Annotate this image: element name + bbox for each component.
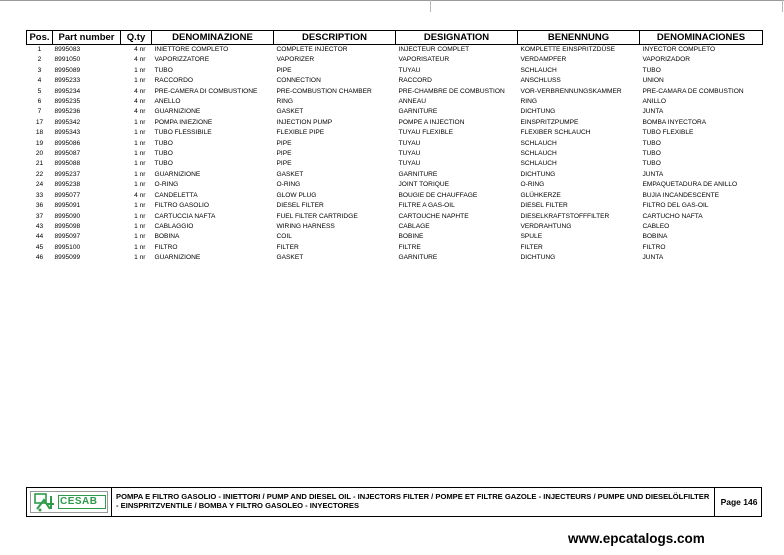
description-cell: VAPORIZER (276, 56, 315, 64)
description-cell: PIPE (276, 139, 292, 147)
benennung-cell: SPULE (520, 233, 543, 241)
table-row (27, 170, 763, 180)
qty-cell: 4 nr (134, 108, 146, 116)
part-number-cell: 8995343 (54, 129, 81, 137)
pos-cell: 18 (35, 129, 44, 137)
designation-cell: POMPE A INJECTION (398, 118, 465, 126)
table-row (27, 201, 763, 211)
benennung-cell: VERDRAHTUNG (520, 222, 572, 230)
qty-cell: 4 nr (134, 46, 146, 53)
table-row (27, 149, 763, 159)
denominazione-cell: PRE-CAMERA DI COMBUSTIONE (154, 87, 258, 95)
denominazione-cell: GUARNIZIONE (154, 254, 201, 262)
part-number-cell: 8995077 (54, 191, 81, 199)
designation-cell: FILTRE A GAS-OIL (398, 202, 455, 210)
denominazione-cell: RACCORDO (154, 77, 193, 85)
table-row (27, 87, 763, 97)
header-pos: Pos. (27, 31, 53, 45)
pos-cell: 24 (35, 181, 44, 189)
qty-cell: 4 nr (134, 191, 146, 199)
benennung-cell: EINSPRITZPUMPE (520, 118, 579, 126)
table-row (27, 55, 763, 65)
pos-cell: 2 (37, 56, 42, 64)
description-cell: COIL (276, 233, 292, 241)
description-cell: GASKET (276, 254, 304, 262)
description-cell: GLOW PLUG (276, 191, 317, 199)
denominaciones-cell: JUNTA (642, 254, 664, 262)
header-description: DESCRIPTION (274, 31, 396, 45)
denominaciones-cell: BOMBA INYECTORA (642, 118, 707, 126)
designation-cell: TUYAU (398, 160, 421, 168)
benennung-cell: DICHTUNG (520, 170, 556, 178)
benennung-cell: KOMPLETTE EINSPRITZDÜSE (520, 46, 616, 53)
table-row (27, 159, 763, 169)
part-number-cell: 8995097 (54, 233, 81, 241)
pos-cell: 36 (35, 202, 44, 210)
designation-cell: GARNITURE (398, 108, 438, 116)
description-cell: RING (276, 98, 293, 106)
pos-cell: 6 (37, 98, 42, 106)
qty-cell: 1 nr (134, 222, 146, 230)
benennung-cell: FILTER (520, 243, 543, 251)
designation-cell: CABLAGE (398, 222, 430, 230)
qty-cell: 1 nr (134, 160, 146, 168)
denominazione-cell: TUBO (154, 160, 173, 168)
benennung-cell: DICHTUNG (520, 254, 556, 262)
pos-cell: 44 (35, 233, 44, 241)
table-header-row (27, 31, 763, 45)
qty-cell: 1 nr (134, 243, 146, 251)
part-number-cell: 8995238 (54, 181, 81, 189)
designation-cell: TUYAU (398, 139, 421, 147)
designation-cell: TUYAU FLEXIBLE (398, 129, 453, 137)
table-row (27, 128, 763, 138)
part-number-cell: 8995087 (54, 150, 81, 158)
part-number-cell: 8995100 (54, 243, 81, 251)
part-number-cell: 8995237 (54, 170, 81, 178)
table-row (27, 118, 763, 128)
table-row (27, 253, 763, 263)
part-number-cell: 8995342 (54, 118, 81, 126)
description-cell: CONNECTION (276, 77, 321, 85)
qty-cell: 4 nr (134, 56, 146, 64)
denominazione-cell: TUBO FLESSIBILE (154, 129, 212, 137)
denominaciones-cell: BUJIA INCANDESCENTE (642, 191, 720, 199)
qty-cell: 1 nr (134, 181, 146, 189)
designation-cell: GARNITURE (398, 254, 438, 262)
description-cell: FUEL FILTER CARTRIDGE (276, 212, 358, 220)
denominazione-cell: VAPORIZZATORE (154, 56, 210, 64)
description-cell: GASKET (276, 170, 304, 178)
denominazione-cell: CABLAGGIO (154, 222, 194, 230)
denominazione-cell: FILTRO (154, 243, 178, 251)
designation-cell: JOINT TORIQUE (398, 181, 450, 189)
designation-cell: ANNEAU (398, 98, 426, 106)
denominazione-cell: INIETTORE COMPLETO (154, 46, 229, 53)
qty-cell: 1 nr (134, 77, 146, 85)
part-number-cell: 8995233 (54, 77, 81, 85)
description-cell: FLEXIBLE PIPE (276, 129, 325, 137)
benennung-cell: DIESELKRAFTSTOFFFILTER (520, 212, 610, 220)
denominazione-cell: FILTRO GASOLIO (154, 202, 209, 210)
denominaciones-cell: TUBO FLEXIBLE (642, 129, 694, 137)
denominaciones-cell: FILTRO (642, 243, 666, 251)
denominazione-cell: TUBO (154, 150, 173, 158)
header-benennung: BENENNUNG (518, 31, 640, 45)
part-number-cell: 8995234 (54, 87, 81, 95)
qty-cell: 1 nr (134, 212, 146, 220)
benennung-cell: SCHLAUCH (520, 150, 557, 158)
description-cell: O-RING (276, 181, 301, 189)
benennung-cell: SCHLAUCH (520, 66, 557, 74)
pos-cell: 17 (35, 118, 44, 126)
pos-cell: 20 (35, 150, 44, 158)
designation-cell: BOUGIE DE CHAUFFAGE (398, 191, 478, 199)
table-row (27, 222, 763, 232)
logo-text: CESAB (60, 496, 98, 507)
qty-cell: 4 nr (134, 87, 146, 95)
designation-cell: CARTOUCHE NAPHTE (398, 212, 469, 220)
denominaciones-cell: BOBINA (642, 233, 668, 241)
pos-cell: 3 (37, 66, 42, 74)
benennung-cell: GLÜHKERZE (520, 191, 561, 199)
denominaciones-cell: PRE-CAMARA DE COMBUSTION (642, 87, 744, 95)
denominazione-cell: BOBINA (154, 233, 180, 241)
table-row (27, 66, 763, 76)
benennung-cell: VERDAMPFER (520, 56, 567, 64)
qty-cell: 1 nr (134, 170, 146, 178)
qty-cell: 1 nr (134, 202, 146, 210)
qty-cell: 1 nr (134, 254, 146, 262)
benennung-cell: RING (520, 98, 537, 106)
benennung-cell: SCHLAUCH (520, 139, 557, 147)
denominaciones-cell: VAPORIZADOR (642, 56, 691, 64)
qty-cell: 1 nr (134, 129, 146, 137)
denominaciones-cell: CARTUCHO NAFTA (642, 212, 703, 220)
description-cell: PIPE (276, 150, 292, 158)
table-row (27, 232, 763, 242)
table-row (27, 212, 763, 222)
designation-cell: VAPORISATEUR (398, 56, 450, 64)
viewer-divider (782, 0, 783, 12)
qty-cell: 1 nr (134, 118, 146, 126)
denominazione-cell: CARTUCCIA NAFTA (154, 212, 216, 220)
qty-cell: 1 nr (134, 66, 146, 74)
part-number-cell: 8995091 (54, 202, 81, 210)
viewer-divider (430, 0, 431, 12)
designation-cell: FILTRE (398, 243, 421, 251)
footer-title-block (26, 487, 762, 517)
denominaciones-cell: TUBO (642, 66, 661, 74)
denominaciones-cell: TUBO (642, 160, 661, 168)
description-cell: WIRING HARNESS (276, 222, 335, 230)
denominaciones-cell: UNION (642, 77, 664, 85)
pos-cell: 46 (35, 254, 44, 262)
watermark-text: www.epcatalogs.com (568, 531, 705, 546)
denominazione-cell: TUBO (154, 139, 173, 147)
table-row (27, 76, 763, 86)
denominazione-cell: O-RING (154, 181, 179, 189)
pos-cell: 43 (35, 222, 44, 230)
table-row (27, 107, 763, 117)
denominaciones-cell: EMPAQUETADURA DE ANILLO (642, 181, 738, 189)
denominazione-cell: TUBO (154, 66, 173, 74)
description-cell: PIPE (276, 160, 292, 168)
denominaciones-cell: JUNTA (642, 108, 664, 116)
description-cell: INJECTION PUMP (276, 118, 333, 126)
part-number-cell: 8995235 (54, 98, 81, 106)
description-cell: GASKET (276, 108, 304, 116)
cesab-logo (30, 491, 108, 513)
designation-cell: RACCORD (398, 77, 432, 85)
description-cell: COMPLETE INJECTOR (276, 46, 348, 53)
part-number-cell: 8995099 (54, 254, 81, 262)
denominaciones-cell: FILTRO DEL GAS-OIL (642, 202, 709, 210)
table-row (27, 243, 763, 253)
denominazione-cell: GUARNIZIONE (154, 170, 201, 178)
denominaciones-cell: ANILLO (642, 98, 666, 106)
pos-cell: 22 (35, 170, 44, 178)
table-row (27, 139, 763, 149)
benennung-cell: FLEXIBER SCHLAUCH (520, 129, 591, 137)
denominazione-cell: POMPA INIEZIONE (154, 118, 213, 126)
benennung-cell: DICHTUNG (520, 108, 556, 116)
table-row (27, 191, 763, 201)
header-qty: Q.ty (121, 31, 152, 45)
part-number-cell: 8995083 (54, 46, 81, 53)
benennung-cell: ANSCHLUSS (520, 77, 561, 85)
denominaciones-cell: TUBO (642, 150, 661, 158)
denominaciones-cell: TUBO (642, 139, 661, 147)
header-denominazione: DENOMINAZIONE (152, 31, 274, 45)
drawing-title: POMPA E FILTRO GASOLIO - INIETTORI / PUMP AND DIESEL OIL - INJECTORS FILTER / POMPE ET FILTRE GAZOLE - INJECTEURS / PUMPE UND DIESELÖLFILTER - EINSPRITZVENTILE / BOMBA Y FILTRO GASOLEO - INYECTORES (116, 492, 710, 511)
description-cell: DIESEL FILTER (276, 202, 324, 210)
header-designation: DESIGNATION (396, 31, 518, 45)
denominaciones-cell: CABLEO (642, 222, 670, 230)
part-number-cell: 8995089 (54, 66, 81, 74)
pos-cell: 19 (35, 139, 44, 147)
designation-cell: INJECTEUR COMPLET (398, 46, 470, 53)
part-number-cell: 8991050 (54, 56, 81, 64)
designation-cell: GARNITURE (398, 170, 438, 178)
pos-cell: 4 (37, 77, 42, 85)
qty-cell: 1 nr (134, 150, 146, 158)
designation-cell: BOBINE (398, 233, 424, 241)
table-row (27, 97, 763, 107)
pos-cell: 37 (35, 212, 44, 220)
part-number-cell: 8995098 (54, 222, 81, 230)
part-number-cell: 8995086 (54, 139, 81, 147)
benennung-cell: DIESEL FILTER (520, 202, 568, 210)
pos-cell: 33 (35, 191, 44, 199)
pos-cell: 45 (35, 243, 44, 251)
pos-cell: 5 (37, 87, 42, 95)
table-row (27, 180, 763, 190)
part-number-cell: 8995090 (54, 212, 81, 220)
page-number: Page 146 (720, 497, 758, 507)
qty-cell: 1 nr (134, 139, 146, 147)
part-number-cell: 8995088 (54, 160, 81, 168)
designation-cell: PRE-CHAMBRE DE COMBUSTION (398, 87, 505, 95)
parts-table (26, 30, 763, 264)
pos-cell: 21 (35, 160, 44, 168)
viewer-top-border (0, 0, 784, 1)
table-row (27, 45, 763, 56)
designation-cell: TUYAU (398, 150, 421, 158)
part-number-cell: 8995236 (54, 108, 81, 116)
denominaciones-cell: JUNTA (642, 170, 664, 178)
denominazione-cell: CANDELETTA (154, 191, 198, 199)
designation-cell: TUYAU (398, 66, 421, 74)
denominazione-cell: GUARNIZIONE (154, 108, 201, 116)
benennung-cell: VOR-VERBRENNUNGSKAMMER (520, 87, 622, 95)
header-denominaciones: DENOMINACIONES (640, 31, 763, 45)
qty-cell: 1 nr (134, 233, 146, 241)
pos-cell: 7 (37, 108, 42, 116)
pos-cell: 1 (37, 46, 42, 53)
qty-cell: 4 nr (134, 98, 146, 106)
parts-table-body (27, 45, 763, 264)
header-part-number: Part number (53, 31, 121, 45)
benennung-cell: SCHLAUCH (520, 160, 557, 168)
description-cell: PIPE (276, 66, 292, 74)
description-cell: PRE-COMBUSTION CHAMBER (276, 87, 372, 95)
footer-title-cell (111, 488, 715, 516)
benennung-cell: O-RING (520, 181, 545, 189)
denominaciones-cell: INYECTOR COMPLETO (642, 46, 716, 53)
description-cell: FILTER (276, 243, 299, 251)
forklift-icon (32, 492, 58, 512)
denominazione-cell: ANELLO (154, 98, 181, 106)
